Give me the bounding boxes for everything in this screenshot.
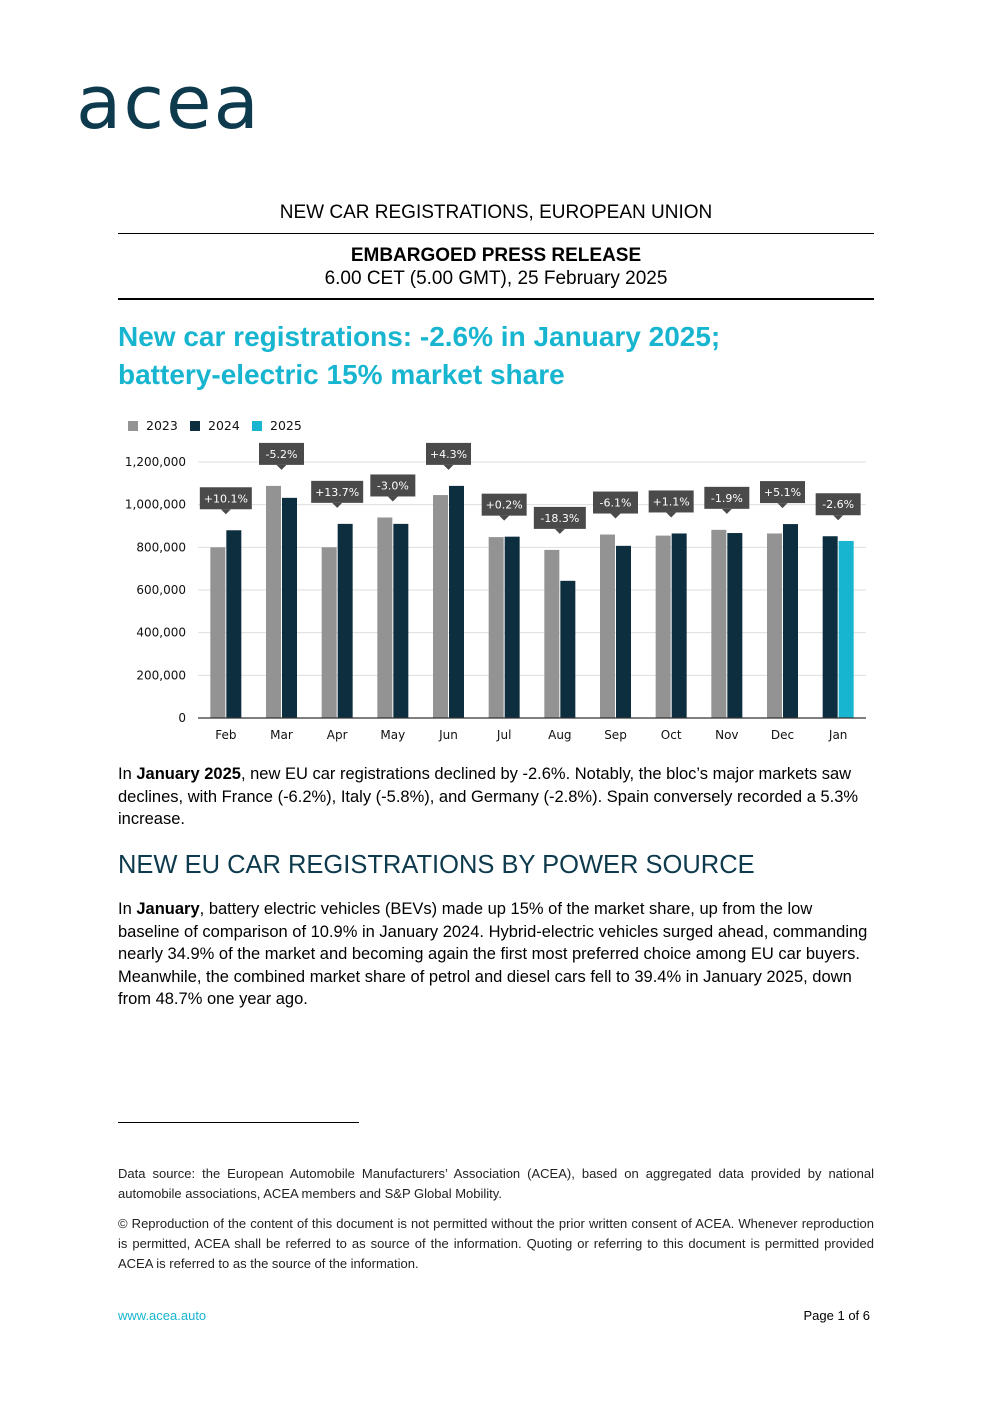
bar-2023-Nov	[711, 530, 726, 718]
change-badge-pointer	[499, 516, 509, 521]
footnote-divider	[118, 1122, 359, 1123]
power-pre: In	[118, 900, 137, 918]
intro-pre: In	[118, 765, 137, 783]
x-tick-label-Mar: Mar	[270, 728, 293, 742]
change-badge-pointer	[555, 529, 565, 534]
change-label-Nov: -1.9%	[710, 491, 743, 505]
data-source-note: Data source: the European Automobile Manufacturers’ Association (ACEA), based on aggregated data provided by national automobile associations, ACEA members and S&P Global Mobility.	[118, 1166, 874, 1201]
change-label-Dec: +5.1%	[763, 486, 802, 500]
section-title: NEW EU CAR REGISTRATIONS BY POWER SOURCE	[118, 851, 755, 879]
y-tick-label: 1,200,000	[124, 455, 186, 469]
change-badge-pointer	[277, 465, 287, 470]
change-label-May: -3.0%	[376, 479, 409, 493]
change-label-Mar: -5.2%	[265, 447, 298, 461]
bar-2024-Nov	[727, 533, 742, 718]
y-tick-label: 200,000	[136, 668, 186, 683]
change-badge-pointer	[722, 509, 732, 514]
intro-post: , new EU car registrations declined by -2.6%. Notably, the bloc’s major markets saw declines, with France (-6.2%), Italy (-5.8%), and Germany (-2.8%). Spain conversely recorded a 5.3% increase.	[118, 765, 859, 828]
bar-2023-Jun	[433, 495, 448, 718]
y-tick-label: 600,000	[136, 583, 186, 597]
embargo-title: EMBARGOED PRESS RELEASE	[350, 245, 642, 266]
change-badge-pointer	[221, 509, 231, 514]
x-tick-label-Dec: Dec	[770, 728, 795, 742]
x-tick-label-Feb: Feb	[215, 728, 237, 742]
change-label-Jun: +4.3%	[429, 447, 468, 461]
bar-2024-Aug	[560, 581, 575, 718]
change-label-Sep: -6.1%	[599, 496, 632, 510]
bar-2024-Sep	[616, 546, 631, 718]
x-tick-label-Sep: Sep	[604, 728, 627, 742]
x-tick-label-Apr: Apr	[326, 728, 348, 742]
acea-logo: acea	[76, 60, 261, 146]
bar-2023-Dec	[767, 533, 782, 718]
change-badge-pointer	[666, 512, 676, 517]
legend-label-2024: 2024	[208, 418, 240, 433]
legend-swatch-2023	[128, 421, 138, 431]
change-label-Aug: -18.3%	[540, 511, 580, 525]
change-label-Oct: +1.1%	[652, 495, 690, 509]
x-tick-label-Oct: Oct	[660, 728, 682, 742]
bar-2023-Feb	[210, 547, 225, 718]
change-badge-pointer	[611, 514, 621, 519]
bar-2024-Feb	[226, 530, 241, 718]
bar-2024-Jan	[823, 536, 838, 718]
bar-2024-Apr	[338, 524, 353, 718]
page-number: Page 1 of 6	[803, 1308, 870, 1323]
change-badge-pointer	[332, 503, 342, 508]
y-tick-label: 400,000	[136, 625, 186, 640]
bar-2024-Oct	[672, 533, 687, 718]
change-badge-pointer	[833, 515, 843, 520]
bar-2025-Jan	[839, 541, 854, 718]
bar-2024-May	[393, 524, 408, 718]
bar-2023-Jul	[489, 537, 504, 718]
bar-2023-Mar	[266, 486, 281, 718]
power-post: , battery electric vehicles (BEVs) made up 15% of the market share, up from the low baseline of comparison of 10.9% in January 2024. Hybrid-electric vehicles surged ahead, commanding nearly 34.9% of the market and becoming again the first most preferred choice among EU car buyers. Meanwhile, the combined market share of petrol and diesel cars fell to 39.4% in January 2025, down from 48.7% one year ago.	[118, 900, 868, 1008]
legend-swatch-2025	[252, 421, 262, 431]
bar-2023-May	[377, 517, 392, 718]
headline-line-2: battery-electric 15% market share	[118, 359, 565, 390]
document-category: NEW CAR REGISTRATIONS, EUROPEAN UNION	[279, 202, 713, 223]
copyright-note: © Reproduction of the content of this document is not permitted without the prior written consent of ACEA. Whenever reproduction is permitted, ACEA shall be referred to as source of the information. Quoting or referring to this document is permitted provided ACEA is referred to as the source of the information.	[118, 1216, 874, 1271]
bar-2023-Oct	[656, 536, 671, 718]
x-tick-label-Nov: Nov	[715, 728, 739, 742]
bar-2023-Aug	[544, 550, 559, 718]
legend-label-2025: 2025	[270, 418, 302, 433]
bar-2023-Apr	[322, 547, 337, 718]
power-bold: January	[136, 900, 200, 918]
y-tick-label: 0	[178, 711, 186, 725]
y-tick-label: 800,000	[136, 540, 186, 555]
change-label-Jan: -2.6%	[822, 498, 855, 512]
change-label-Feb: +10.1%	[203, 492, 248, 506]
change-label-Jul: +0.2%	[485, 498, 523, 512]
change-badge-pointer	[388, 496, 398, 501]
x-tick-label-Jun: Jun	[439, 728, 458, 742]
x-tick-label-Jan: Jan	[828, 728, 848, 742]
intro-paragraph	[118, 763, 874, 831]
intro-bold: January 2025	[136, 765, 241, 783]
header-divider-bottom	[118, 298, 874, 300]
bar-2024-Dec	[783, 524, 798, 718]
change-badge-pointer	[778, 503, 788, 508]
embargo-time: 6.00 CET (5.00 GMT), 25 February 2025	[324, 268, 668, 289]
bar-2024-Jul	[505, 537, 520, 718]
header-divider-top	[118, 233, 874, 234]
x-tick-label-May: May	[380, 728, 406, 742]
power-source-paragraph	[118, 898, 874, 1011]
headline-line-1: New car registrations: -2.6% in January 2025;	[118, 321, 721, 352]
legend-label-2023: 2023	[146, 418, 178, 433]
headline	[118, 318, 878, 394]
x-tick-label-Aug: Aug	[548, 728, 572, 742]
website-link[interactable]: www.acea.auto	[118, 1308, 207, 1323]
registrations-bar-chart	[118, 410, 878, 750]
bar-2024-Jun	[449, 486, 464, 718]
change-label-Apr: +13.7%	[315, 485, 360, 499]
legend-swatch-2024	[190, 421, 200, 431]
x-tick-label-Jul: Jul	[496, 728, 512, 742]
y-tick-label: 1,000,000	[124, 497, 186, 512]
change-badge-pointer	[444, 465, 454, 470]
bar-2024-Mar	[282, 498, 297, 718]
bar-2023-Sep	[600, 535, 615, 718]
